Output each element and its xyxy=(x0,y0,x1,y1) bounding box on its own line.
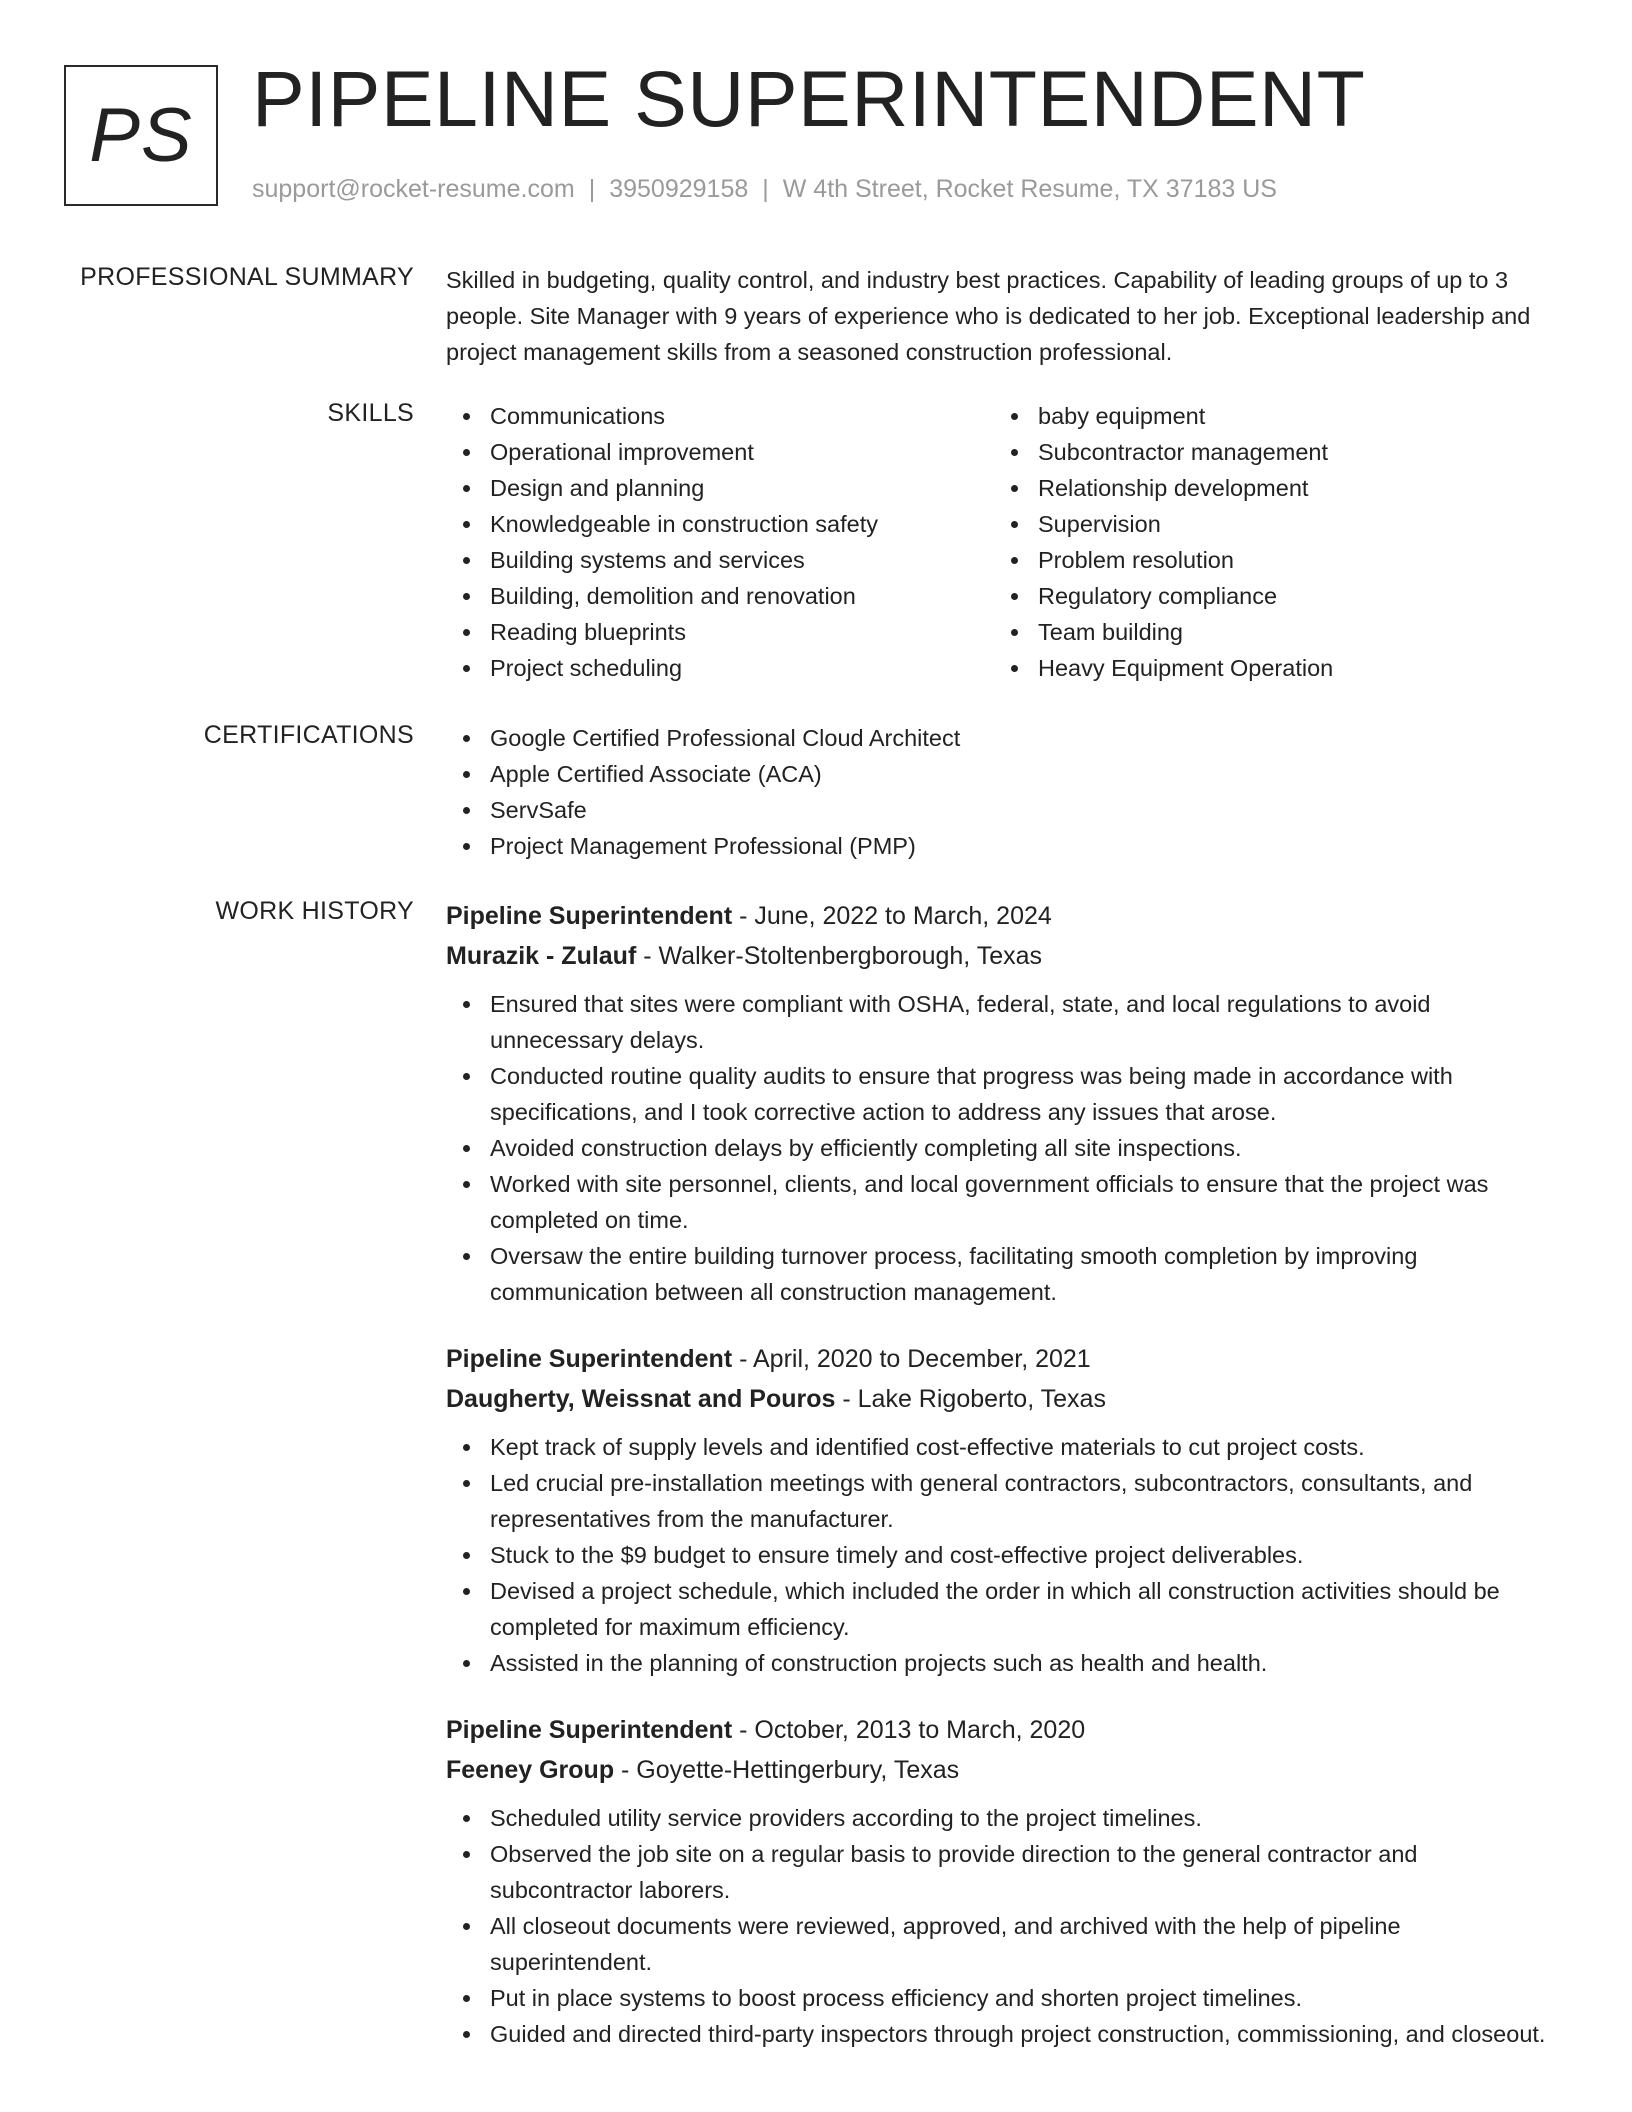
certifications-body xyxy=(446,720,1562,864)
skills-body xyxy=(446,398,1562,686)
skill-item: Regulatory compliance xyxy=(994,578,1542,614)
contact-separator: | xyxy=(762,175,769,203)
certification-item: Apple Certified Associate (ACA) xyxy=(446,756,1562,792)
monogram-box xyxy=(64,65,218,206)
job-entry xyxy=(446,1339,1562,1681)
job-bullets xyxy=(446,1429,1562,1681)
skills-column-right xyxy=(994,398,1542,686)
job-bullet: Ensured that sites were compliant with OSHA, federal, state, and local regulations to avoid unnecessary delays. xyxy=(446,986,1562,1058)
job-entry xyxy=(446,896,1562,1310)
job-dates: - June, 2022 to March, 2024 xyxy=(732,902,1052,930)
job-bullet: Oversaw the entire building turnover process, facilitating smooth completion by improving communication between all construction management. xyxy=(446,1238,1562,1310)
job-title: Pipeline Superintendent xyxy=(446,1716,733,1744)
job-company-line xyxy=(446,1750,1562,1790)
job-dates: - October, 2013 to March, 2020 xyxy=(732,1716,1086,1744)
skills-columns xyxy=(446,398,1562,686)
job-location: - Goyette-Hettingerbury, Texas xyxy=(614,1756,960,1784)
job-bullet: Observed the job site on a regular basis to provide direction to the general contractor and subcontractor laborers. xyxy=(446,1836,1562,1908)
skill-item: Communications xyxy=(446,398,994,434)
skill-item: baby equipment xyxy=(994,398,1542,434)
skill-item: Knowledgeable in construction safety xyxy=(446,506,994,542)
job-company: Feeney Group xyxy=(446,1756,615,1784)
contact-address: W 4th Street, Rocket Resume, TX 37183 US xyxy=(782,175,1277,203)
skill-item: Relationship development xyxy=(994,470,1542,506)
job-title-line xyxy=(446,896,1562,936)
summary-text: Skilled in budgeting, quality control, and industry best practices. Capability of leading groups of up to 3 people. Site Manager with 9 years of experience who is dedicated to her job. Exceptional leadership and project management skills from a seasoned construction professional. xyxy=(446,267,1531,365)
contact-separator: | xyxy=(588,175,596,203)
summary-label: PROFESSIONAL SUMMARY xyxy=(80,263,414,291)
contact-email[interactable]: support@rocket-resume.com xyxy=(252,175,575,203)
job-company-line xyxy=(446,1379,1562,1419)
job-bullet: Put in place systems to boost process efficiency and shorten project timelines. xyxy=(446,1980,1562,2016)
skill-item: Reading blueprints xyxy=(446,614,994,650)
job-dates: - April, 2020 to December, 2021 xyxy=(732,1345,1091,1373)
job-bullet: Worked with site personnel, clients, and local government officials to ensure that the project was completed on time. xyxy=(446,1166,1562,1238)
job-title: Pipeline Superintendent xyxy=(446,902,733,930)
skills-list-right xyxy=(994,398,1542,686)
monogram-initials: PS xyxy=(89,92,193,178)
certification-item: Project Management Professional (PMP) xyxy=(446,828,1562,864)
skill-item: Building, demolition and renovation xyxy=(446,578,994,614)
job-bullets xyxy=(446,1800,1562,2052)
certifications-list xyxy=(446,720,1562,864)
job-title-line xyxy=(446,1339,1562,1379)
skills-list-left xyxy=(446,398,994,686)
job-title-line xyxy=(446,1710,1562,1750)
certification-item: Google Certified Professional Cloud Architect xyxy=(446,720,1562,756)
skill-item: Design and planning xyxy=(446,470,994,506)
skills-label: SKILLS xyxy=(327,399,414,427)
skill-item: Supervision xyxy=(994,506,1542,542)
job-bullet: Kept track of supply levels and identified cost-effective materials to cut project costs. xyxy=(446,1429,1562,1465)
skill-item: Subcontractor management xyxy=(994,434,1542,470)
certification-item: ServSafe xyxy=(446,792,1562,828)
job-company: Daugherty, Weissnat and Pouros xyxy=(446,1385,836,1413)
job-title: Pipeline Superintendent xyxy=(446,1345,733,1373)
contact-line xyxy=(252,175,1277,204)
job-bullet: Scheduled utility service providers according to the project timelines. xyxy=(446,1800,1562,1836)
skills-column-left xyxy=(446,398,994,686)
skill-item: Team building xyxy=(994,614,1542,650)
job-entry xyxy=(446,1710,1562,2052)
skill-item: Operational improvement xyxy=(446,434,994,470)
job-bullet: Stuck to the $9 budget to ensure timely and cost-effective project deliverables. xyxy=(446,1537,1562,1573)
job-bullet: All closeout documents were reviewed, approved, and archived with the help of pipeline superintendent. xyxy=(446,1908,1562,1980)
certifications-label: CERTIFICATIONS xyxy=(203,721,414,749)
contact-phone[interactable]: 3950929158 xyxy=(609,175,749,203)
work-history-label: WORK HISTORY xyxy=(215,897,414,925)
job-bullet: Devised a project schedule, which included the order in which all construction activities should be completed for maximum efficiency. xyxy=(446,1573,1562,1645)
skill-item: Heavy Equipment Operation xyxy=(994,650,1542,686)
job-bullets xyxy=(446,986,1562,1310)
summary-body xyxy=(446,262,1562,370)
job-company: Murazik - Zulauf xyxy=(446,942,637,970)
job-location: - Walker-Stoltenbergborough, Texas xyxy=(636,942,1043,970)
skill-item: Problem resolution xyxy=(994,542,1542,578)
resume-title: PIPELINE SUPERINTENDENT xyxy=(252,54,1366,143)
job-location: - Lake Rigoberto, Texas xyxy=(835,1385,1106,1413)
job-bullet: Assisted in the planning of construction projects such as health and health. xyxy=(446,1645,1562,1681)
job-company-line xyxy=(446,936,1562,976)
job-bullet: Conducted routine quality audits to ensure that progress was being made in accordance with specifications, and I took corrective action to address any issues that arose. xyxy=(446,1058,1562,1130)
skill-item: Project scheduling xyxy=(446,650,994,686)
job-bullet: Led crucial pre-installation meetings with general contractors, subcontractors, consultants, and representatives from the manufacturer. xyxy=(446,1465,1562,1537)
work-history-body xyxy=(446,896,1562,2081)
job-bullet: Guided and directed third-party inspectors through project construction, commissioning, and closeout. xyxy=(446,2016,1562,2052)
skill-item: Building systems and services xyxy=(446,542,994,578)
job-bullet: Avoided construction delays by efficiently completing all site inspections. xyxy=(446,1130,1562,1166)
